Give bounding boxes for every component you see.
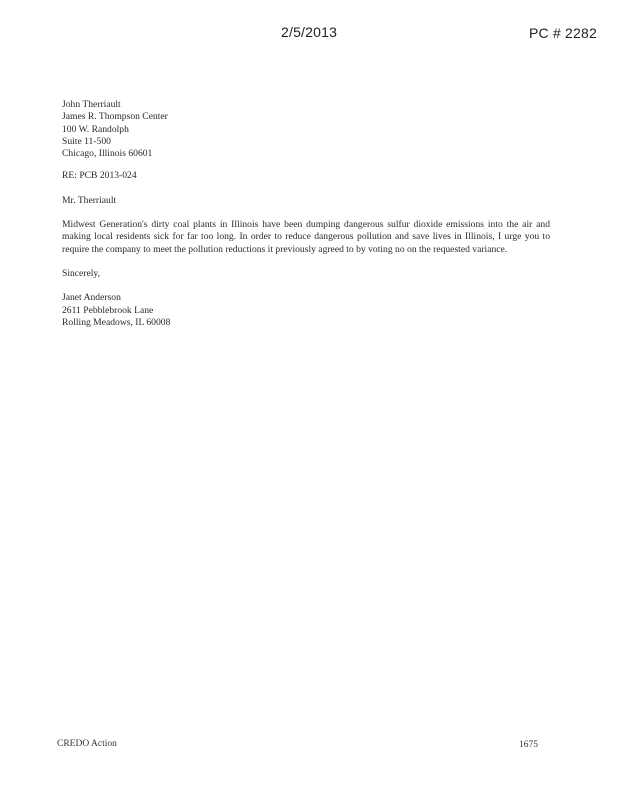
recipient-address-line: Chicago, Illinois 60601 — [62, 148, 153, 160]
signer-name: Janet Anderson — [62, 292, 121, 304]
closing: Sincerely, — [62, 267, 101, 279]
recipient-address — [62, 99, 554, 160]
signer-address-line: 2611 Pebblebrook Lane — [62, 304, 154, 316]
header-pc-number: PC # 2282 — [529, 25, 597, 41]
re-line: RE: PCB 2013-024 — [62, 170, 137, 182]
recipient-address-line: 100 W. Randolph — [62, 123, 129, 135]
recipient-name: John Therriault — [62, 99, 121, 110]
salutation: Mr. Therriault — [62, 194, 117, 206]
footer-page-number: 1675 — [519, 740, 538, 750]
letter-body — [62, 99, 554, 329]
header-date: 2/5/2013 — [281, 24, 338, 40]
footer-source: CREDO Action — [57, 739, 117, 749]
signer-address-line: Rolling Meadows, IL 60008 — [62, 316, 171, 328]
recipient-address-line: James R. Thompson Center — [62, 111, 168, 123]
body-paragraph: Midwest Generation's dirty coal plants in Illinois have been dumping dangerous sulfur dioxide emissions into the air and making local residents sick for far too long. In order to reduce dangerous pollution and save lives in Illinois, I urge you to require the company to meet the pollution reductions it previously agreed to by voting no on the requested variance. — [62, 219, 550, 255]
recipient-address-line: Suite 11-500 — [62, 135, 111, 147]
signature-block — [62, 292, 554, 329]
